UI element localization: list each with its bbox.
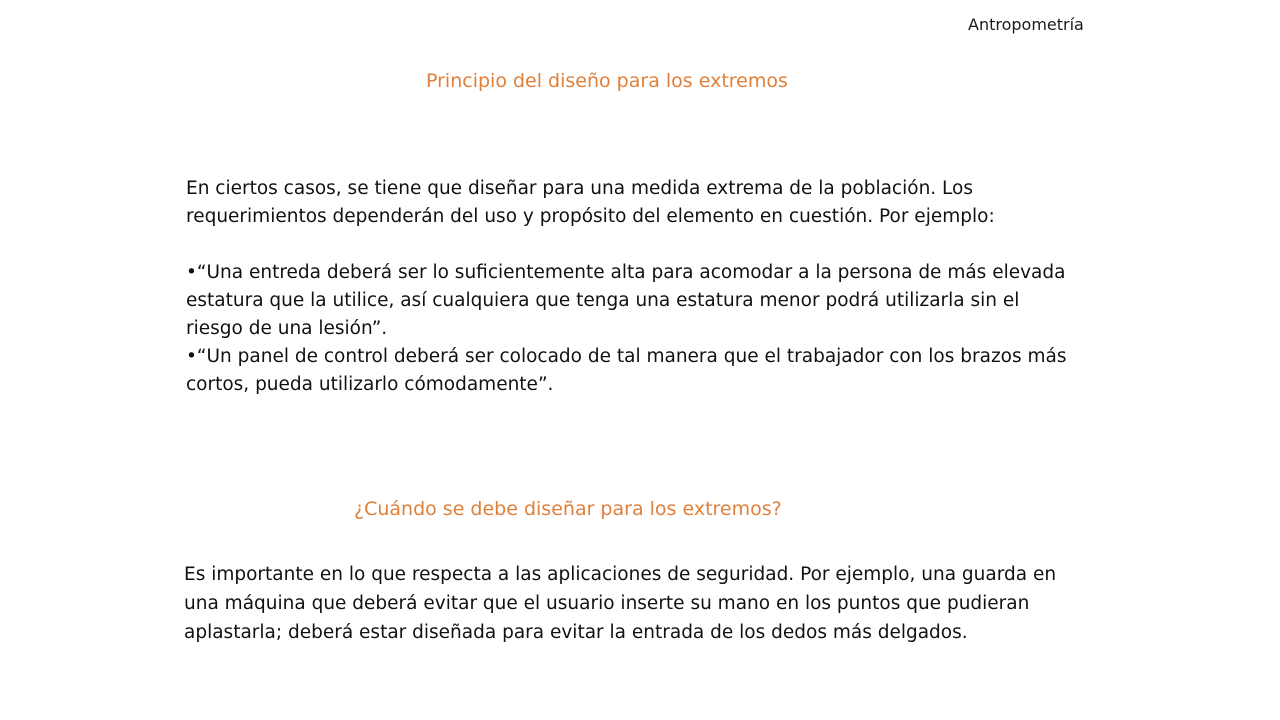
paragraph-spacer [186, 231, 1116, 259]
slide-title: Principio del diseño para los extremos [426, 70, 788, 92]
intro-block [186, 175, 1116, 399]
bullet-marker: • [186, 346, 197, 367]
section-label: Antropometría [968, 15, 1084, 34]
bullet-text: “Una entreda deberá ser lo suficientemente alta para acomodar a la persona de más elevada [196, 262, 1066, 283]
bullet-item-panel [186, 343, 1116, 399]
bullet-line: riesgo de una lesión”. [186, 318, 388, 339]
section-subtitle: ¿Cuándo se debe diseñar para los extremos? [354, 498, 782, 520]
bullet-line [186, 343, 1116, 371]
bullet-line: cortos, pueda utilizarlo cómodamente”. [186, 374, 554, 395]
closing-line: una máquina que deberá evitar que el usuario inserte su mano en los puntos que pudieran [184, 593, 1030, 614]
intro-line: En ciertos casos, se tiene que diseñar para una medida extrema de la población. Los [186, 178, 973, 199]
closing-line: aplastarla; deberá estar diseñada para evitar la entrada de los dedos más delgados. [184, 622, 968, 643]
bullet-item-entrada [186, 259, 1116, 343]
closing-line: Es importante en lo que respecta a las aplicaciones de seguridad. Por ejemplo, una guarda en [184, 564, 1057, 585]
bullet-marker: • [186, 262, 197, 283]
bullet-text: “Un panel de control deberá ser colocado de tal manera que el trabajador con los brazos más [196, 346, 1067, 367]
bullet-line [186, 259, 1116, 287]
closing-block [184, 560, 1114, 647]
intro-line: requerimientos dependerán del uso y propósito del elemento en cuestión. Por ejemplo: [186, 206, 995, 227]
bullet-line: estatura que la utilice, así cualquiera que tenga una estatura menor podrá utilizarla sin el [186, 290, 1020, 311]
